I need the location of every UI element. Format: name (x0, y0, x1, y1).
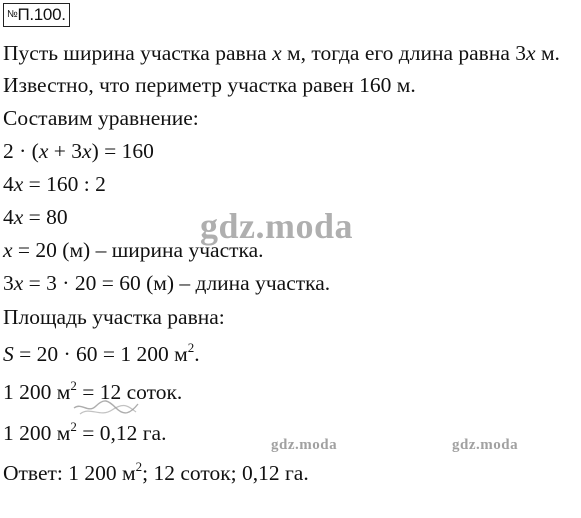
line-width-length: Пусть ширина участка равна x м, тогда его длина равна 3x м. (3, 41, 560, 65)
line-area-intro: Площадь участка равна: (3, 305, 225, 329)
problem-number: П.100. (17, 5, 66, 24)
watermark-small-right: gdz.moda (452, 437, 519, 453)
line-width-value: x = 20 (м) – ширина участка. (3, 238, 264, 262)
watermark-large: gdz.moda (200, 206, 354, 246)
line-equation-intro: Составим уравнение: (3, 106, 199, 130)
watermark-scribble (72, 384, 142, 418)
watermark-small-left: gdz.moda (271, 437, 338, 453)
line-area-sotok: 1 200 $м^2 = 12$ соток. (3, 378, 183, 404)
problem-number-badge (3, 3, 70, 27)
line-equation: 2 · (x + 3x) = 160 (3, 139, 154, 163)
line-perimeter: Известно, что периметр участка равен 160 м. (3, 73, 416, 97)
line-step-divide: 4x = 160 : 2 (3, 172, 106, 196)
line-area-value: S = 20 · 60 = 1 200 $м^2$. (3, 340, 200, 366)
number-sign: № (7, 9, 18, 20)
line-area-hectare: 1 200 $м^2 = 0,12$ га. (3, 419, 167, 445)
line-step-result: 4x = 80 (3, 205, 68, 229)
line-length-value: 3x = 3 · 20 = 60 (м) – длина участка. (3, 271, 331, 295)
line-answer: Ответ: 1 200 $м^2$; 12 соток; 0,12 га. (3, 459, 309, 485)
